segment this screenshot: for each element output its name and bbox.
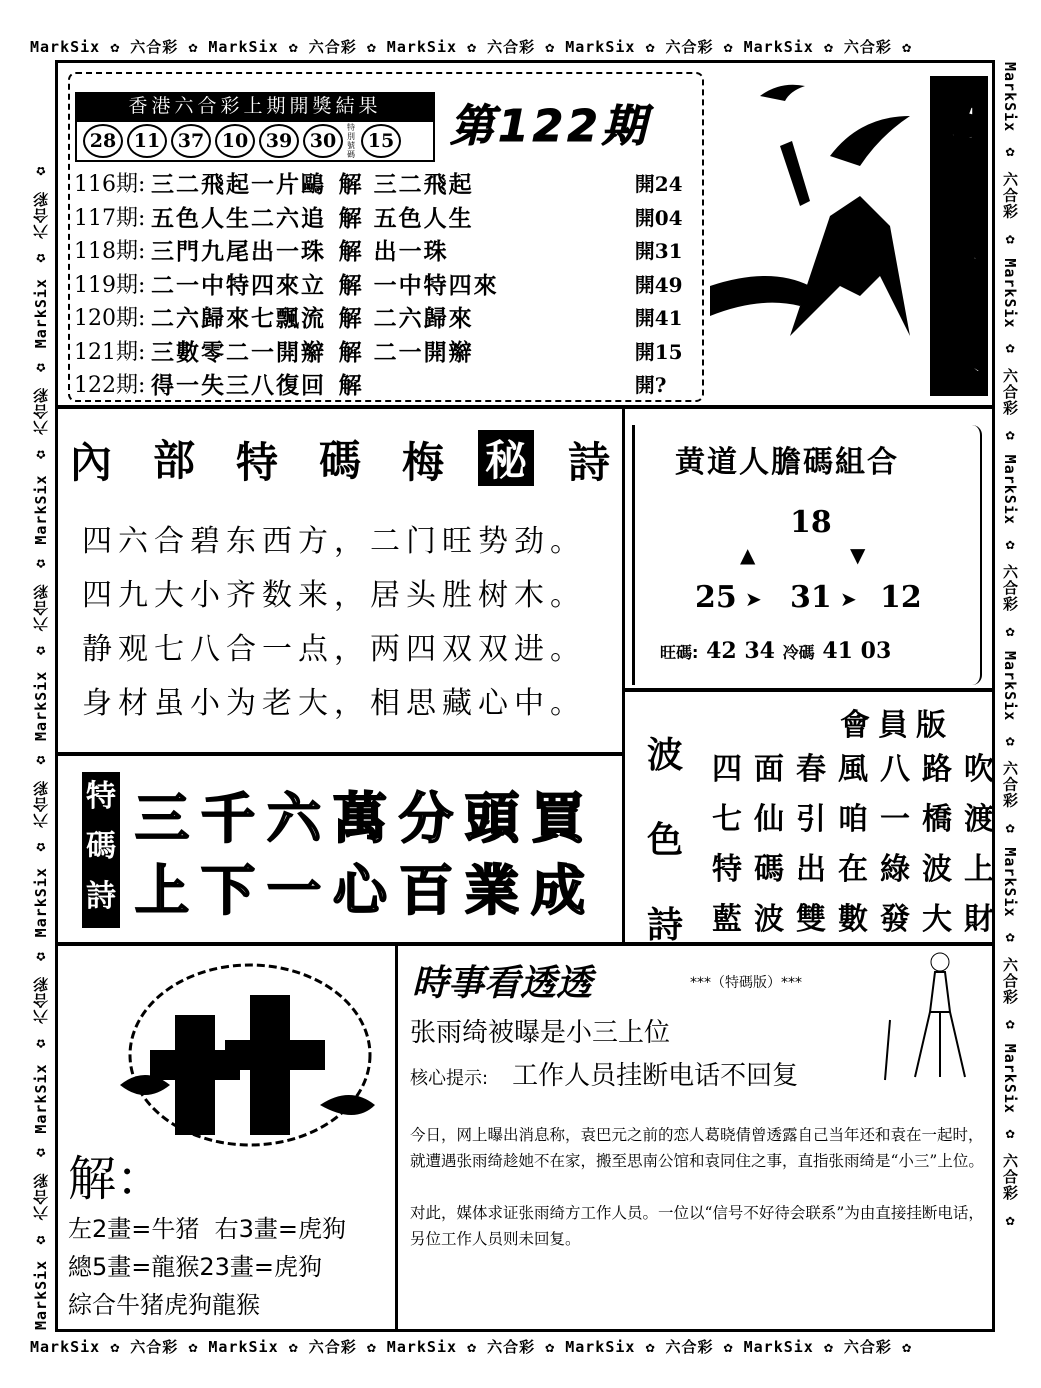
answer-line: 左2畫=牛猪 右3畫=虎狗 [68,1215,347,1243]
hot-number: 34 [744,638,775,664]
history-row [74,233,694,267]
border-strip-text: MarkSix ✿ 六合彩 ✿ MarkSix ✿ 六合彩 ✿ MarkSix ✿ 六合彩 ✿ MarkSix ✿ 六合彩 ✿ MarkSix ✿ 六合彩 ✿ [30,1338,912,1356]
plum-poem-title [70,430,610,490]
divider [622,408,625,943]
ball: 28 [83,124,123,158]
answer-line: 綜合牛猪虎狗龍猴 [68,1291,260,1319]
history-riddle: 三門九尾出一珠 [151,238,326,266]
news-body [410,1122,985,1278]
label-char: 詩 [646,904,683,946]
history-answer: 解 一中特四來 [338,271,499,299]
history-open: 開31 [634,239,683,264]
title-char: 內 [70,438,113,487]
cold-number: 41 [822,638,853,664]
answer-line: 總5畫=龍猴23畫=虎狗 [68,1253,323,1281]
combo-number: 31 [790,580,832,615]
history-riddle: 三數零二一開辮 [151,338,326,366]
dragon-emblem-icon [120,955,380,1155]
hint-text: 工作人员挂断电话不回复 [512,1061,799,1091]
riddle-answer-lines [68,1210,346,1324]
combo-box [632,425,982,685]
poem-line: 四九大小齐数来，居头胜树木。 [82,578,586,613]
history-riddle: 五色人生二六追 [151,204,326,232]
special-label: 特別號碼 [347,123,355,159]
ball: 30 [303,124,343,158]
history-answer: 解 三二飛起 [338,171,474,199]
hot-label: 旺碼: [660,643,699,662]
history-no: 117期: [74,205,146,231]
history-open: 開04 [634,205,683,230]
poem-line: 三千六萬分頭買 [135,786,597,850]
history-open: 開15 [634,339,683,364]
history-open: 開49 [634,272,683,297]
woman-figure-icon [880,950,990,1085]
wave-poem-lines [712,745,1006,945]
history-riddle: 二六歸來七飄流 [151,305,326,333]
hero-title-char: 口 [934,245,984,304]
history-no: 122期: [74,373,146,399]
label-char: 詩 [86,879,116,914]
history-no: 116期: [74,172,146,198]
history-riddle: 二一中特四來立 [151,271,326,299]
border-strip-text: MarkSix ✿ 六合彩 ✿ MarkSix ✿ 六合彩 ✿ MarkSix ✿ 六合彩 ✿ MarkSix ✿ 六合彩 ✿ MarkSix ✿ 六合彩 ✿ MarkSix ✿ 六合彩 ✿ [32,162,50,1330]
ball: 11 [127,124,167,158]
poem-line: 四六合碧东西方，二门旺势劲。 [82,524,586,559]
news-headline: 张雨绮被曝是小三上位 [410,1018,671,1048]
news-hint [410,1055,798,1092]
member-edition: 會員版 [840,708,954,743]
ball: 10 [215,124,255,158]
label-char: 色 [646,819,683,861]
history-open: 開? [634,373,667,398]
history-no: 121期: [74,339,146,365]
history-row [74,367,694,401]
history-row [74,200,694,234]
issue-number: 第122期 [450,101,650,152]
news-paragraph: 今日，网上曝出消息称，袁巴元之前的恋人葛晓倩曾透露自己当年还和袁在一起时，就遭遇张雨绮趁她不在家，搬至思南公馆和袁同住之事，直指张雨绮是“小三”上位。 [410,1126,984,1170]
news-paragraph: 对此，媒体求证张雨绮方工作人员。一位以“信号不好待会联系”为由直接挂断电话，另位工作人员则未回复。 [410,1204,984,1248]
divider [395,945,398,1330]
border-strip-text: MarkSix ✿ 六合彩 ✿ MarkSix ✿ 六合彩 ✿ MarkSix ✿ 六合彩 ✿ MarkSix ✿ 六合彩 ✿ MarkSix ✿ 六合彩 ✿ [30,38,912,56]
history-no: 119期: [74,272,146,298]
hero-title [930,76,988,396]
special-poem-lines [135,782,597,926]
hero-title-char: 財 [934,89,984,148]
special-ball: 15 [361,124,401,158]
history-row [74,300,694,334]
border-bottom-strip [30,1336,1000,1358]
cold-number: 03 [860,638,892,664]
border-strip-text: MarkSix ✿ 六合彩 ✿ MarkSix ✿ 六合彩 ✿ MarkSix ✿ 六合彩 ✿ MarkSix ✿ 六合彩 ✿ MarkSix ✿ 六合彩 ✿ MarkSix ✿ 六合彩 ✿ [1001,62,1019,1230]
combo-number: 12 [880,580,922,615]
results-title: 香港六合彩上期開獎結果 [75,92,435,120]
poem-line: 身材虽小为老大，相思藏心中。 [82,686,586,721]
hint-label: 核心提示: [410,1068,489,1089]
divider [625,688,993,692]
combo-title: 黄道人膽碼組合 [675,445,899,480]
label-char: 特 [86,779,116,814]
history-riddle: 三二飛起一片鷗 [151,171,326,199]
poem-line: 七仙引咱一橋渡 [712,802,1006,837]
history-no: 120期: [74,306,146,332]
history-open: 開24 [634,172,683,197]
title-char: 碼 [318,436,361,485]
history-row [74,166,694,200]
ball: 37 [171,124,211,158]
history-answer: 解 出一珠 [338,238,449,266]
arrow-icon: ➤ [840,587,857,611]
history-list [74,166,694,401]
label-char: 碼 [86,829,116,864]
poem-line: 藍波雙數發大財 [712,902,1006,937]
arrow-icon: ▲ [740,543,756,567]
border-right-strip [999,62,1021,1330]
title-char: 詩 [567,438,610,487]
history-answer: 解 二一開辮 [338,338,474,366]
history-answer: 解 五色人生 [338,204,474,232]
riddle-answer-label: 解： [68,1151,165,1207]
history-no: 118期: [74,239,146,265]
title-char: 秘 [478,430,534,486]
history-answer: 解 二六歸來 [338,305,474,333]
history-answer: 解 [338,372,364,400]
combo-number: 25 [695,580,737,615]
history-open: 開41 [634,306,683,331]
riddle-character-emblem [120,955,380,1155]
cold-label: 冷碼 [782,643,815,662]
hero-illustration [710,66,992,406]
woman-figure-illustration [880,950,990,1085]
poem-line: 特碼出在綠波上 [712,852,1006,887]
ball: 39 [259,124,299,158]
arrow-icon: ➤ [745,587,762,611]
plum-poem-lines [82,515,586,731]
hero-title-char: 訣 [934,323,984,382]
combo-number: 18 [790,505,832,540]
result-balls [75,120,435,162]
label-char: 波 [646,734,683,776]
hot-number: 42 [706,638,737,664]
hero-title-char: 神 [934,167,984,226]
news-title: 時事看透透 [412,963,593,1004]
news-subtitle: ***（特碼版）*** [690,975,802,991]
arrow-icon: ▼ [850,543,866,567]
poem-line: 静观七八合一点，两四双双进。 [82,632,586,667]
title-char: 梅 [401,438,444,487]
hot-cold-numbers [660,638,891,664]
border-left-strip [30,62,52,1330]
divider [58,752,623,756]
history-row [74,334,694,368]
wave-poem-label [635,715,695,970]
title-char: 部 [152,436,195,485]
history-riddle: 得一失三八復回 [151,372,326,400]
border-top-strip [30,36,1000,58]
poem-line: 四面春風八路吹 [712,752,1006,787]
title-char: 特 [235,438,278,487]
special-poem-label [82,772,120,928]
poem-line: 上下一心百業成 [135,858,597,922]
history-row [74,267,694,301]
